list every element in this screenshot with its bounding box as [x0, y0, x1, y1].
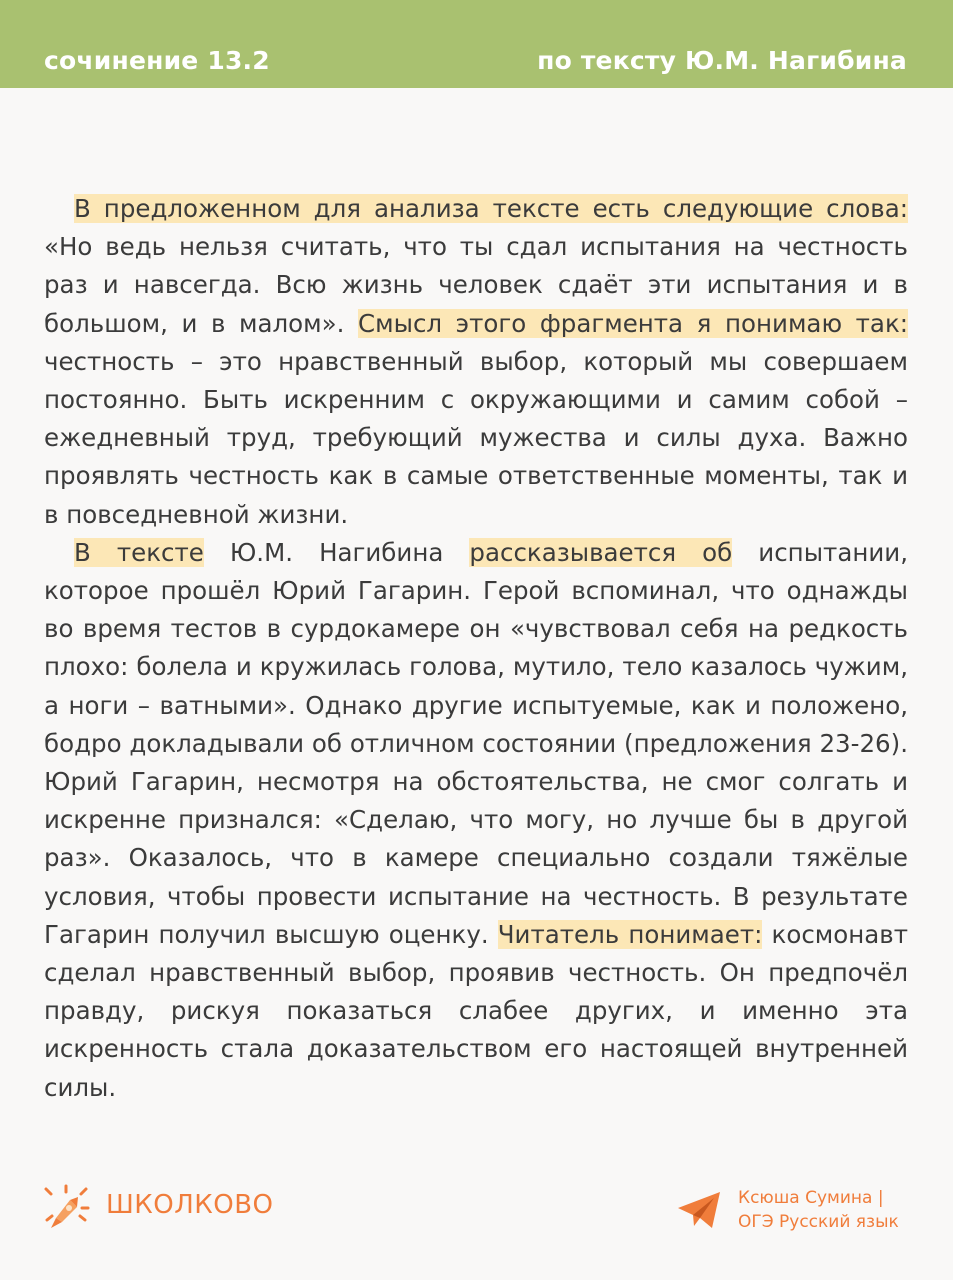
course-name: ОГЭ Русский язык: [738, 1212, 899, 1232]
text-author-label: по тексту Ю.М. Нагибина: [537, 46, 907, 75]
paragraph-text: испытании, которое прошёл Юрий Гагарин. Герой вспоминал, что однажды во время тестов в сурдокамере он «чувствовал себя на редкость плохо: болела и кружилась голова, мутило, тело казалось чужим, а ноги – ватными». Однако другие испытуемые, как и положено, бодро докладывали об отличном состоянии (предложения 23-26). Юрий Гагарин, несмотря на обстоятельства, не смог солгать и искренне признался: «Сделаю, что могу, но лучше бы в другой раз». Оказалось, что в камере специально создали тяжёлые условия, чтобы провести испытание на честность. В результате Гагарин получил высшую оценку.: [44, 537, 908, 949]
paragraph-text: честность – это нравственный выбор, который мы совершаем постоянно. Быть искренним с окружающими и самим собой – ежедневный труд, требующий мужества и силы духа. Важно проявлять честность как в самые ответственные моменты, так и в повседневной жизни.: [44, 346, 908, 529]
highlighted-phrase: В тексте: [74, 537, 204, 567]
author-credit: [738, 1186, 899, 1234]
essay-paragraph-2: [44, 534, 908, 1107]
paragraph-text: космонавт сделал нравственный выбор, проявив честность. Он предпочёл правду, рискуя показаться слабее других, и именно эта искренность стала доказательством его настоящей внутренней силы.: [44, 919, 909, 1102]
author-name: Ксюша Сумина |: [738, 1188, 884, 1208]
essay-body: [44, 190, 908, 1107]
highlighted-phrase: Смысл этого фрагмента я понимаю так:: [358, 308, 908, 338]
header-bar: [0, 0, 953, 88]
highlighted-phrase: рассказывается об: [469, 537, 733, 567]
essay-paragraph-1: [44, 190, 908, 534]
highlighted-phrase: В предложенном для анализа тексте есть следующие слова:: [74, 194, 908, 223]
paragraph-text: Ю.М. Нагибина: [203, 537, 470, 567]
brand-name: ШКОЛКОВО: [106, 1190, 274, 1220]
rocket-sparkle-icon: [42, 1184, 90, 1232]
highlighted-phrase: Читатель понимает:: [497, 919, 763, 949]
essay-type-label: сочинение 13.2: [44, 46, 270, 75]
paragraph-text: «Но ведь нельзя считать, что ты сдал испытания на честность раз и навсегда. Всю жизнь человек сдаёт эти испытания и в большом, и в малом».: [44, 232, 908, 338]
telegram-icon[interactable]: [676, 1190, 722, 1230]
